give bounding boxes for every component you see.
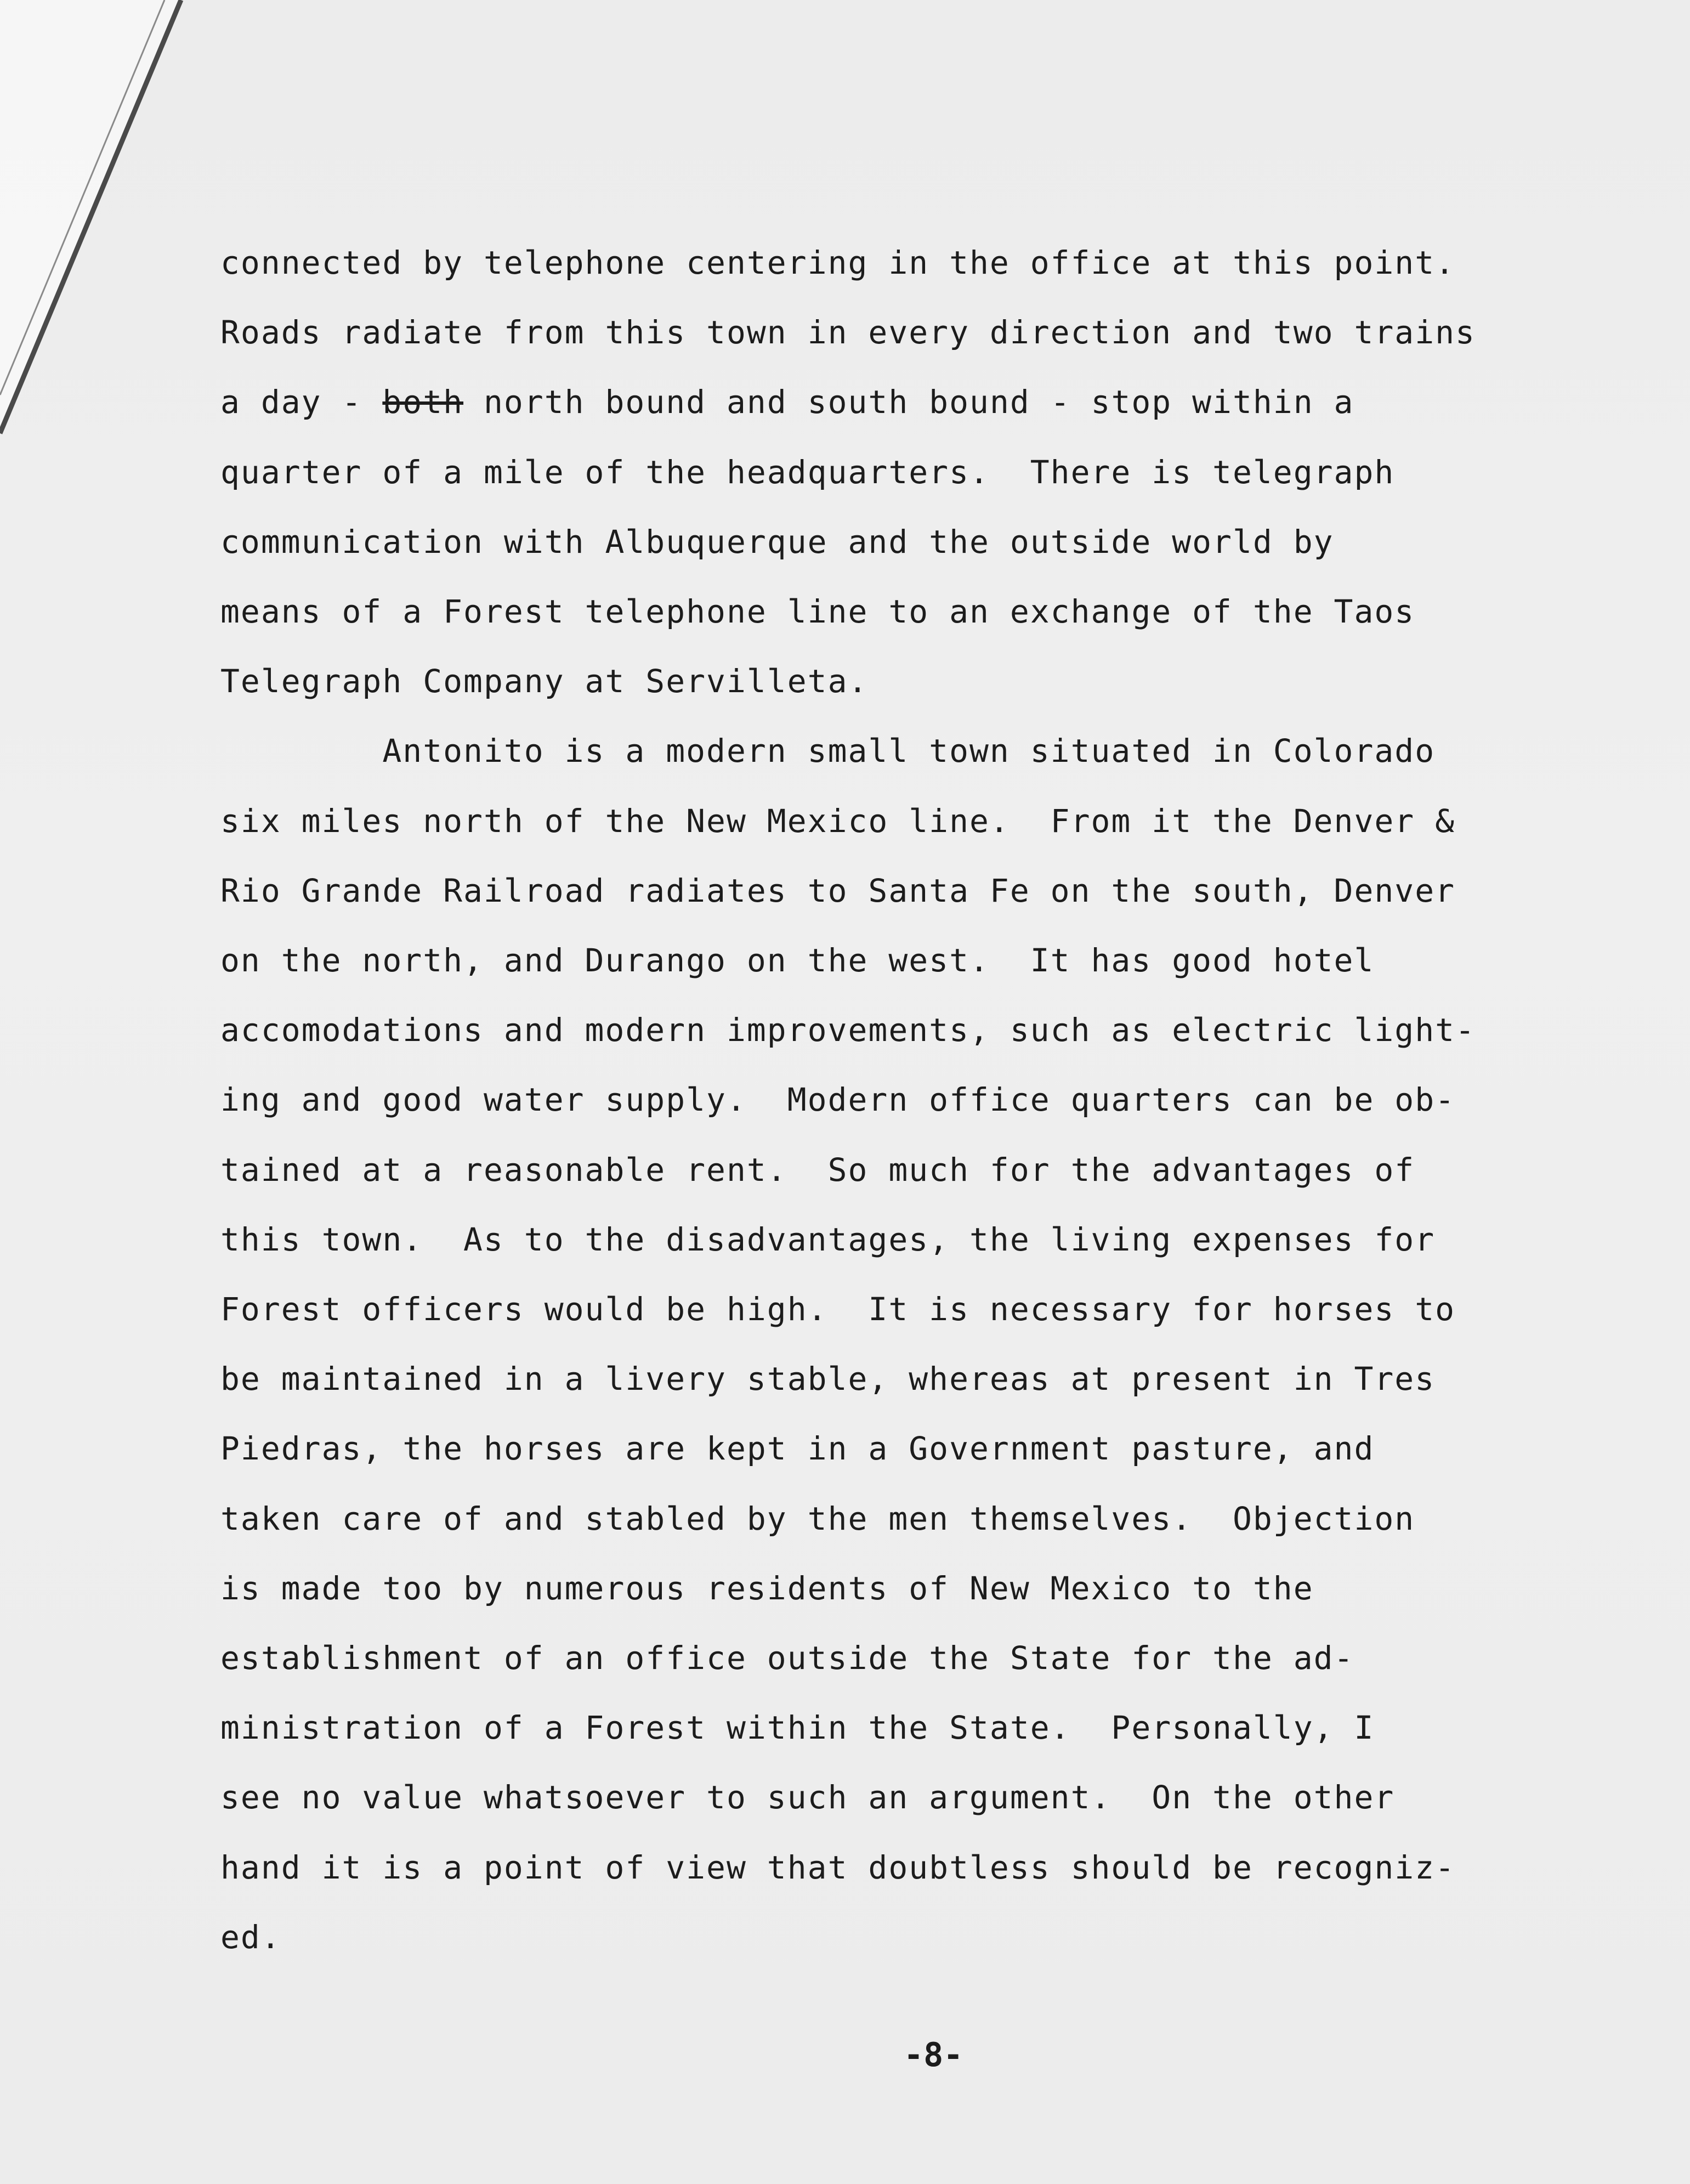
text-line: taken care of and stabled by the men themselves. Objection xyxy=(220,1500,1415,1537)
text-line: six miles north of the New Mexico line. From it the Denver & xyxy=(220,802,1456,840)
text-line: is made too by numerous residents of New Mexico to the xyxy=(220,1570,1314,1607)
text-line: hand it is a point of view that doubtless should be recogniz- xyxy=(220,1849,1456,1886)
text-line: ing and good water supply. Modern office quarters can be ob- xyxy=(220,1081,1456,1118)
text-line: Rio Grande Railroad radiates to Santa Fe on the south, Denver xyxy=(220,872,1456,909)
text-line: connected by telephone centering in the office at this point. xyxy=(220,244,1456,281)
page-fold-edge xyxy=(0,0,197,450)
text-line: Forest officers would be high. It is necessary for horses to xyxy=(220,1291,1456,1328)
text-line: quarter of a mile of the headquarters. There is telegraph xyxy=(220,454,1395,491)
text-segment: north bound and south bound - stop within a xyxy=(463,383,1354,421)
text-line: means of a Forest telephone line to an exchange of the Taos xyxy=(220,593,1415,630)
text-line: ministration of a Forest within the State. Personally, I xyxy=(220,1709,1375,1746)
text-line: ed. xyxy=(220,1919,281,1956)
text-line: Telegraph Company at Servilleta. xyxy=(220,663,869,700)
text-line: see no value whatsoever to such an argument. On the other xyxy=(220,1779,1395,1816)
text-segment: a day - xyxy=(220,383,383,421)
text-line: on the north, and Durango on the west. It has good hotel xyxy=(220,942,1375,979)
text-line: establishment of an office outside the State for the ad- xyxy=(220,1639,1354,1677)
text-line xyxy=(220,383,1354,421)
text-line: communication with Albuquerque and the outside world by xyxy=(220,523,1334,561)
page-number: -8- xyxy=(904,2036,963,2074)
text-line: Roads radiate from this town in every direction and two trains xyxy=(220,314,1476,351)
text-line: accomodations and modern improvements, such as electric light- xyxy=(220,1011,1476,1049)
struck-word: both xyxy=(382,383,464,421)
text-line: be maintained in a livery stable, whereas at present in Tres xyxy=(220,1360,1436,1397)
text-line: tained at a reasonable rent. So much for the advantages of xyxy=(220,1151,1415,1189)
text-line: Piedras, the horses are kept in a Government pasture, and xyxy=(220,1430,1375,1467)
text-line: Antonito is a modern small town situated in Colorado xyxy=(220,732,1436,770)
text-line: this town. As to the disadvantages, the living expenses for xyxy=(220,1221,1436,1258)
